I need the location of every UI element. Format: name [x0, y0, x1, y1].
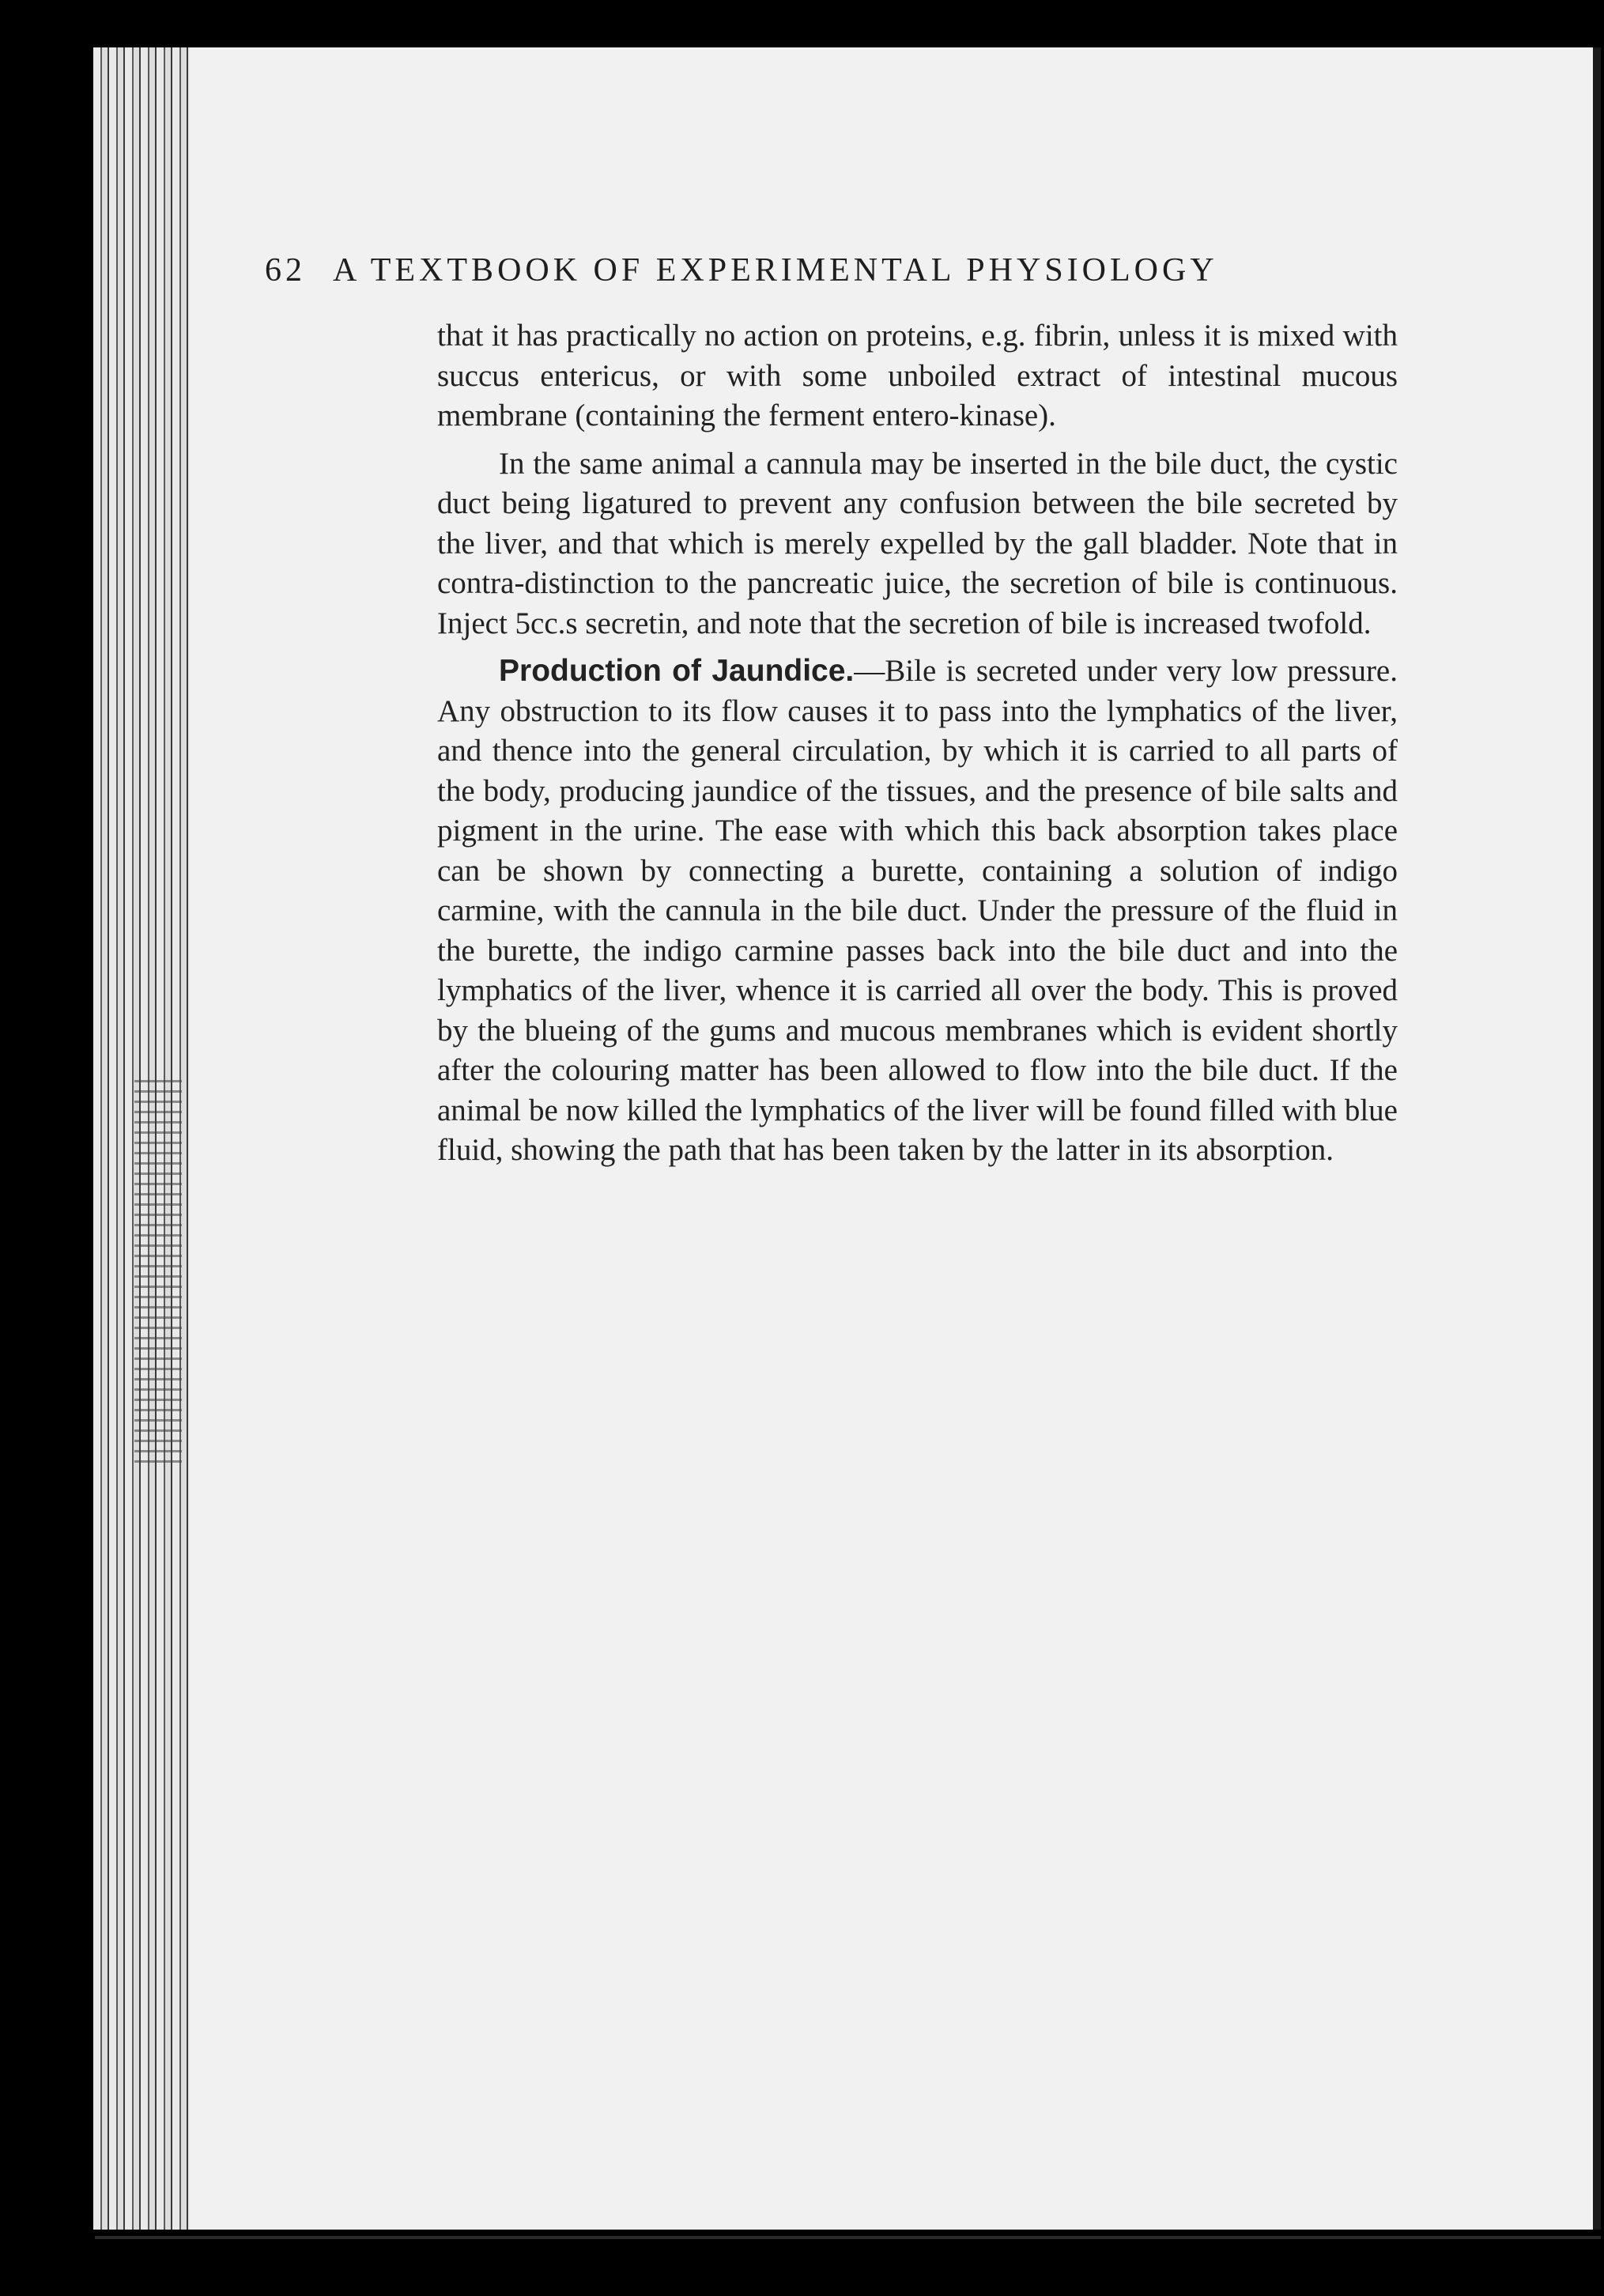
- page-number: 62: [265, 252, 306, 289]
- section-heading: Production of Jaundice.: [499, 654, 855, 688]
- paragraph-2: In the same animal a cannula may be inserted in the bile duct, the cystic duct being ligatured to prevent any confusion between the bile secreted by the liver, and that which is merely expelled by the gall bladder. Note that in contra-distinction to the pancreatic juice, the secretion of bile is continuous. Inject 5cc.s secretin, and note that the secretion of bile is increased twofold.: [437, 446, 1398, 640]
- paragraph-3: [437, 651, 1398, 1171]
- paragraph-1: that it has practically no action on proteins, e.g. fibrin, unless it is mixed with succus entericus, or with some unboiled extract of intestinal mucous membrane (containing the ferment entero-kinase).: [437, 319, 1398, 432]
- page-bottom-edge: [95, 2236, 1601, 2239]
- running-head: [265, 251, 1356, 289]
- heading-dash: —: [854, 654, 885, 688]
- paragraph-3-text: Bile is secreted under very low pressure. Any obstruction to its flow causes it to pass into the lymphatics of the liver, and thence into the general circulation, by which it is carried to all parts of the body, producing jaundice of the tissues, and the presence of bile salts and pigment in the urine. The ease with which this back absorption takes place can be shown by connecting a burette, containing a solution of indigo carmine, with the cannula in the bile duct. Under the pressure of the fluid in the burette, the indigo carmine passes back into the bile duct and into the lymphatics of the liver, whence it is carried all over the body. This is proved by the blueing of the gums and mucous membranes which is evident shortly after the colouring matter has been allowed to flow into the bile duct. If the animal be now killed the lymphatics of the liver will be found filled with blue fluid, showing the path that has been taken by the latter in its absorption.: [437, 654, 1398, 1167]
- book-title: A TEXTBOOK OF EXPERIMENTAL PHYSIOLOGY: [333, 252, 1218, 289]
- page-edge-marks: [134, 1075, 182, 1471]
- body-text: [437, 316, 1398, 1171]
